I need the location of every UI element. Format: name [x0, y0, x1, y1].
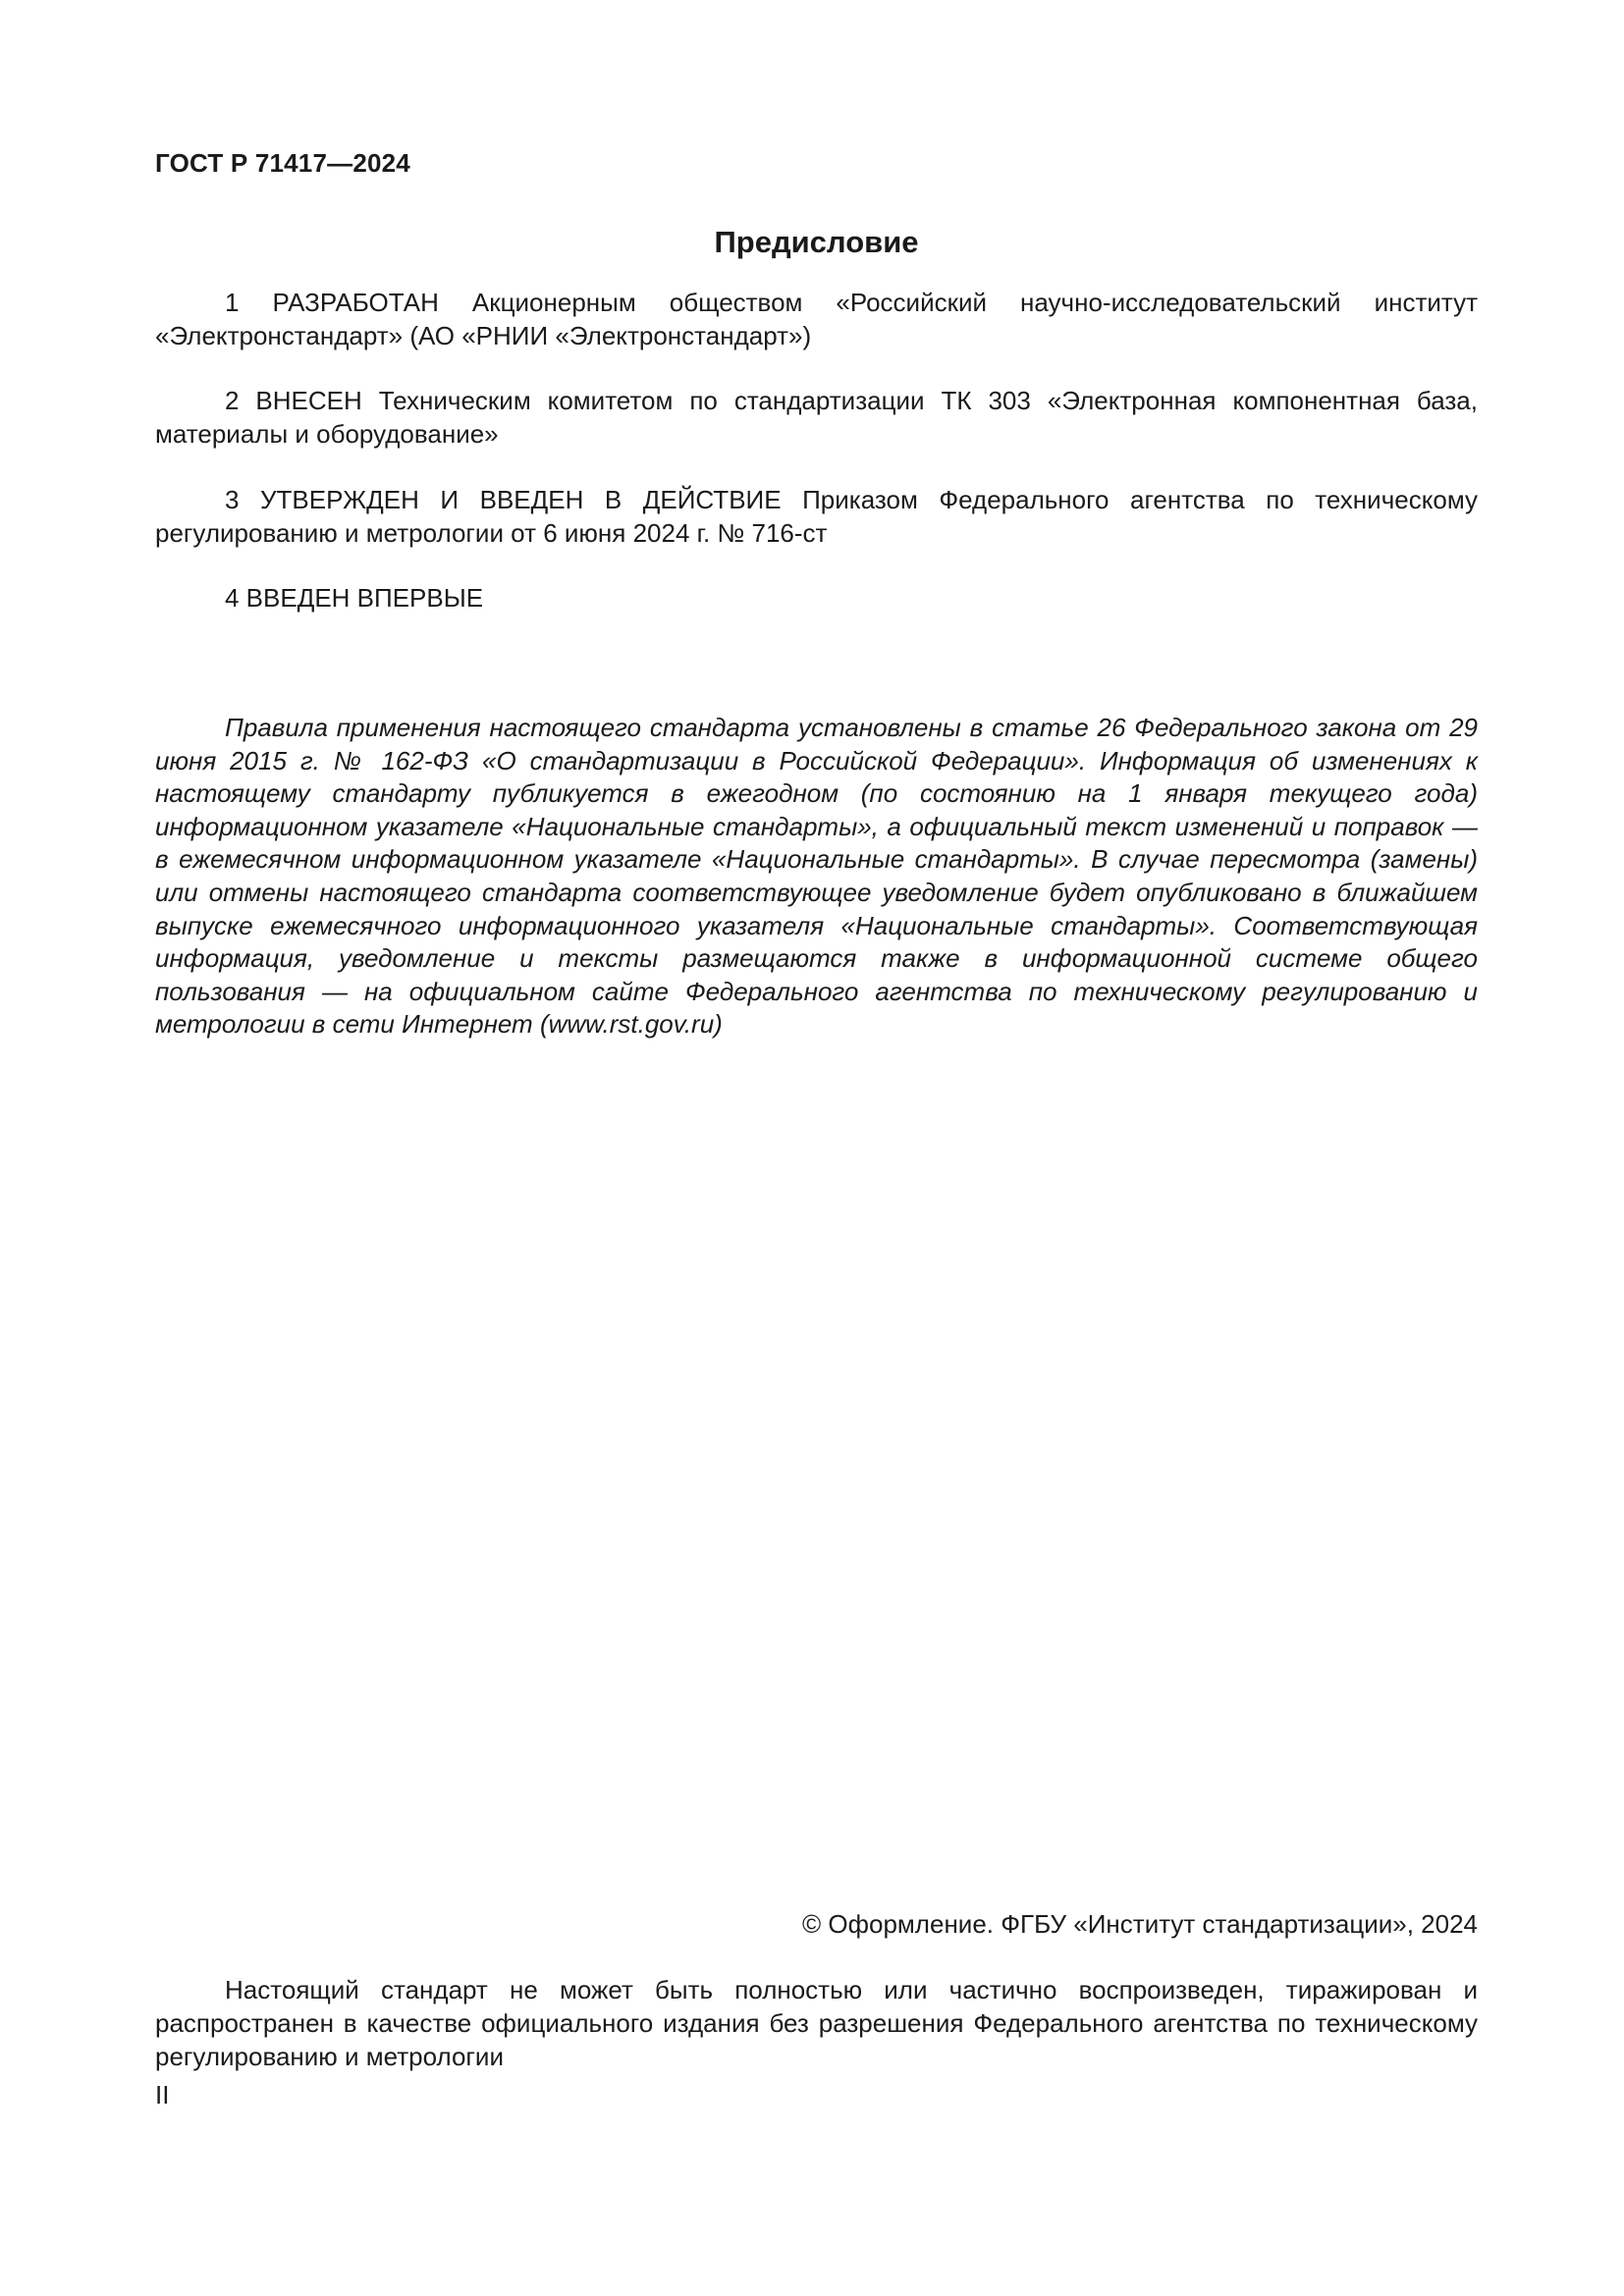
- reproduction-notice: Настоящий стандарт не может быть полностью или частично воспроизведен, тиражирован и распространен в качестве официального издания без разрешения Федерального агентства по техническому регулированию и метрологии: [155, 1975, 1478, 2071]
- page-number: II: [155, 2080, 170, 2109]
- preface-item-approved: 3 УТВЕРЖДЕН И ВВЕДЕН В ДЕЙСТВИЕ Приказом Федерального агентства по техническому регулированию и метрологии от 6 июня 2024 г. № 716-ст: [155, 485, 1478, 548]
- copyright-line: © Оформление. ФГБУ «Институт стандартизации», 2024: [802, 1909, 1478, 1939]
- preface-item-first-introduced: 4 ВВЕДЕН ВПЕРВЫЕ: [225, 583, 484, 613]
- application-rules-text: Правила применения настоящего стандарта установлены в статье 26 Федерального закона от 29 июня 2015 г. № 162-ФЗ «О стандартизации в Российской Федерации». Информация об изменениях к настоящему стандарту публикуется в ежегодном (по состоянию на 1 января текущего года) информационном указателе «Национальные стандарты», а официальный текст изменений и поправок — в ежемесячном информационном указателе «Национальные стандарты». В случае пересмотра (замены) или отмены настоящего стандарта соответствующее уведомление будет опубликовано в ближайшем выпуске ежемесячного информационного указателя «Национальные стандарты». Соответствующая информация, уведомление и тексты размещаются также в информационной системе общего пользования — на официальном сайте Федерального агентства по техническому регулированию и метрологии в сети Интернет (www.rst.gov.ru): [155, 713, 1478, 1040]
- document-code: ГОСТ Р 71417—2024: [155, 148, 410, 178]
- preface-item-introduced: 2 ВНЕСЕН Техническим комитетом по стандартизации ТК 303 «Электронная компонентная база, материалы и оборудование»: [155, 386, 1478, 449]
- page-title: Предисловие: [714, 225, 919, 259]
- preface-item-developed: 1 РАЗРАБОТАН Акционерным обществом «Российский научно-исследовательский институт «Электронстандарт» (АО «РНИИ «Электронстандарт»): [155, 288, 1478, 350]
